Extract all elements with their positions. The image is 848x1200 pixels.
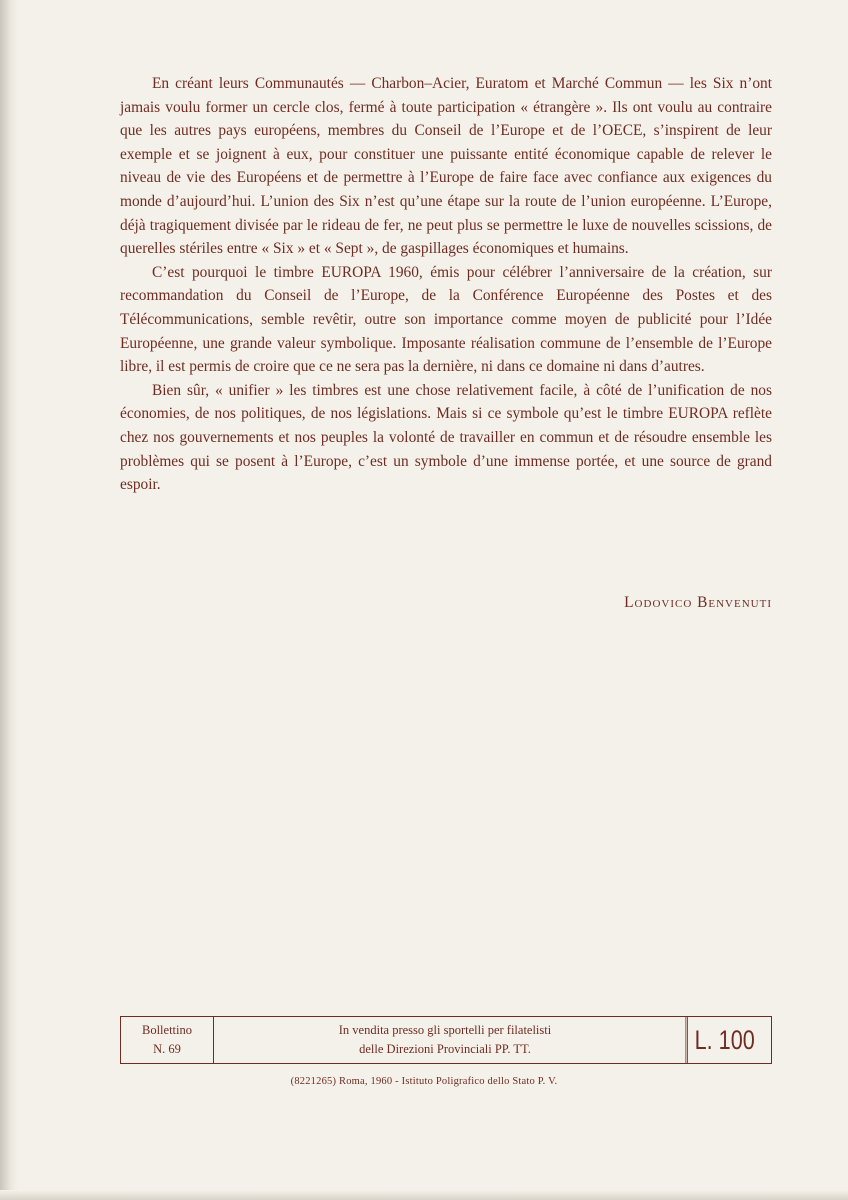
page-bottom-shadow (0, 1190, 848, 1200)
author-signature: Lodovico Benvenuti (624, 594, 772, 611)
printer-imprint: (8221265) Roma, 1960 - Istituto Poligrafico dello Stato P. V. (290, 1076, 558, 1087)
bulletin-number: N. 69 (153, 1042, 181, 1056)
paragraph-2: C’est pourquoi le timbre EUROPA 1960, émis pour célébrer l’anniversaire de la création, sur recommandation du Conseil de l’Europe, de la Conférence Européenne des Postes et des Télécommunications, semble revêtir, outre son importance comme moyen de publicité pour l’Idée Européenne, une grande valeur symbolique. Imposante réalisation commune de l’ensemble de l’Europe libre, il est permis de croire que ce ne sera pas la dernière, ni dans ce domaine ni dans d’autres. (120, 263, 772, 376)
article-body (120, 72, 772, 497)
sale-info-cell (214, 1017, 676, 1063)
page-edge-shadow (0, 0, 18, 1200)
paragraph-3: Bien sûr, « unifier » les timbres est une chose relativement facile, à côté de l’unification de nos économies, de nos politiques, de nos législations. Mais si ce symbole qu’est le timbre EUROPA reflète chez nos gouvernements et nos peuples la volonté de travailler en commun et de résoudre ensemble les problèmes qui se posent à l’Europe, c’est un symbole d’une immense portée, et une source de grand espoir. (120, 381, 772, 494)
sale-line-2: delle Direzioni Provinciali PP. TT. (359, 1042, 531, 1056)
bulletin-label: Bollettino (142, 1023, 192, 1037)
sale-line-1: In vendita presso gli sportelli per filatelisti (338, 1023, 552, 1037)
bulletin-cell (121, 1017, 214, 1063)
price-label: L. 100 (686, 1017, 762, 1063)
paragraph-1: En créant leurs Communautés — Charbon–Acier, Euratom et Marché Commun — les Six n’ont jamais voulu former un cercle clos, fermé à toute participation « étrangère ». Ils ont voulu au contraire que les autres pays européens, membres du Conseil de l’Europe et de l’OECE, s’inspirent de leur exemple et se joignent à eux, pour constituer une puissante entité économique capable de relever le niveau de vie des Européens et de permettre à l’Europe de faire face avec confiance aux exigences du monde d’aujourd’hui. L’union des Six n’est qu’une étape sur la route de l’union européenne. L’Europe, déjà tragiquement divisée par le rideau de fer, ne peut plus se permettre le luxe de nouvelles scissions, de querelles stériles entre « Six » et « Sept », de gaspillages économiques et humains. (120, 75, 772, 258)
footer-box (120, 1016, 772, 1064)
